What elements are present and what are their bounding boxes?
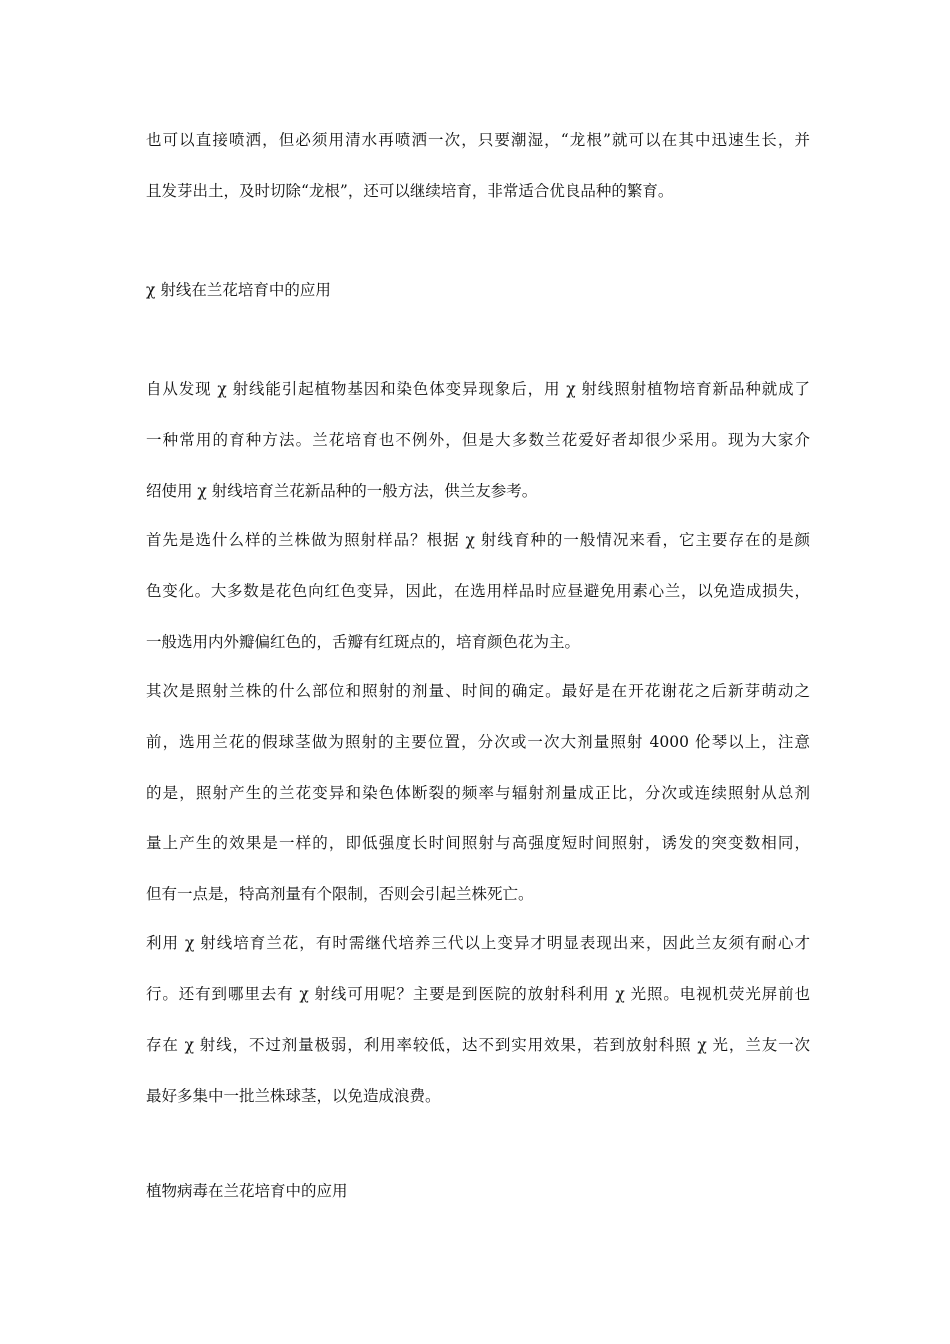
para2-line-2: 色变化。大多数是花色向红色变异，因此，在选用样品时应昼避免用素心兰，以免造成损失，	[146, 582, 810, 600]
para4-line-3: 存在 χ 射线，不过剂量极弱，利用率较低，达不到实用效果，若到放射科照 χ 光，兰友一次	[146, 1036, 810, 1054]
para4-line-1: 利用 χ 射线培育兰花，有时需继代培养三代以上变异才明显表现出来，因此兰友须有耐心才	[146, 934, 810, 952]
section-heading-xray: χ 射线在兰花培育中的应用	[146, 281, 331, 299]
intro-line-2: 且发芽出土，及时切除“龙根”，还可以继续培育，非常适合优良品种的繁育。	[146, 182, 674, 200]
intro-line-1: 也可以直接喷洒，但必须用清水再喷洒一次，只要潮湿，“龙根”就可以在其中迅速生长，并	[146, 131, 810, 149]
para3-line-5: 但有一点是，特高剂量有个限制，否则会引起兰株死亡。	[146, 885, 534, 903]
para3-line-3: 的是，照射产生的兰花变异和染色体断裂的频率与辐射剂量成正比，分次或连续照射从总剂	[146, 784, 810, 802]
para4-line-4: 最好多集中一批兰株球茎，以免造成浪费。	[146, 1087, 441, 1105]
section-heading-virus: 植物病毒在兰花培育中的应用	[146, 1182, 348, 1200]
para2-line-1: 首先是选什么样的兰株做为照射样品？根据 χ 射线育种的一般情况来看，它主要存在的是颜	[146, 531, 810, 549]
para4-line-2: 行。还有到哪里去有 χ 射线可用呢？主要是到医院的放射科利用 χ 光照。电视机荧光屏前也	[146, 985, 810, 1003]
para1-line-1: 自从发现 χ 射线能引起植物基因和染色体变异现象后，用 χ 射线照射植物培育新品种就成了	[146, 380, 810, 398]
para1-line-2: 一种常用的育种方法。兰花培育也不例外，但是大多数兰花爱好者却很少采用。现为大家介	[146, 431, 810, 449]
para2-line-3: 一般选用内外瓣偏红色的，舌瓣有红斑点的，培育颜色花为主。	[146, 633, 581, 651]
para3-line-1: 其次是照射兰株的什么部位和照射的剂量、时间的确定。最好是在开花谢花之后新芽萌动之	[146, 682, 810, 700]
para3-line-2: 前，选用兰花的假球茎做为照射的主要位置，分次或一次大剂量照射 4000 伦琴以上，注意	[146, 733, 810, 751]
para3-line-4: 量上产生的效果是一样的，即低强度长时间照射与高强度短时间照射，诱发的突变数相同，	[146, 834, 810, 852]
para1-line-3: 绍使用 χ 射线培育兰花新品种的一般方法，供兰友参考。	[146, 482, 538, 500]
